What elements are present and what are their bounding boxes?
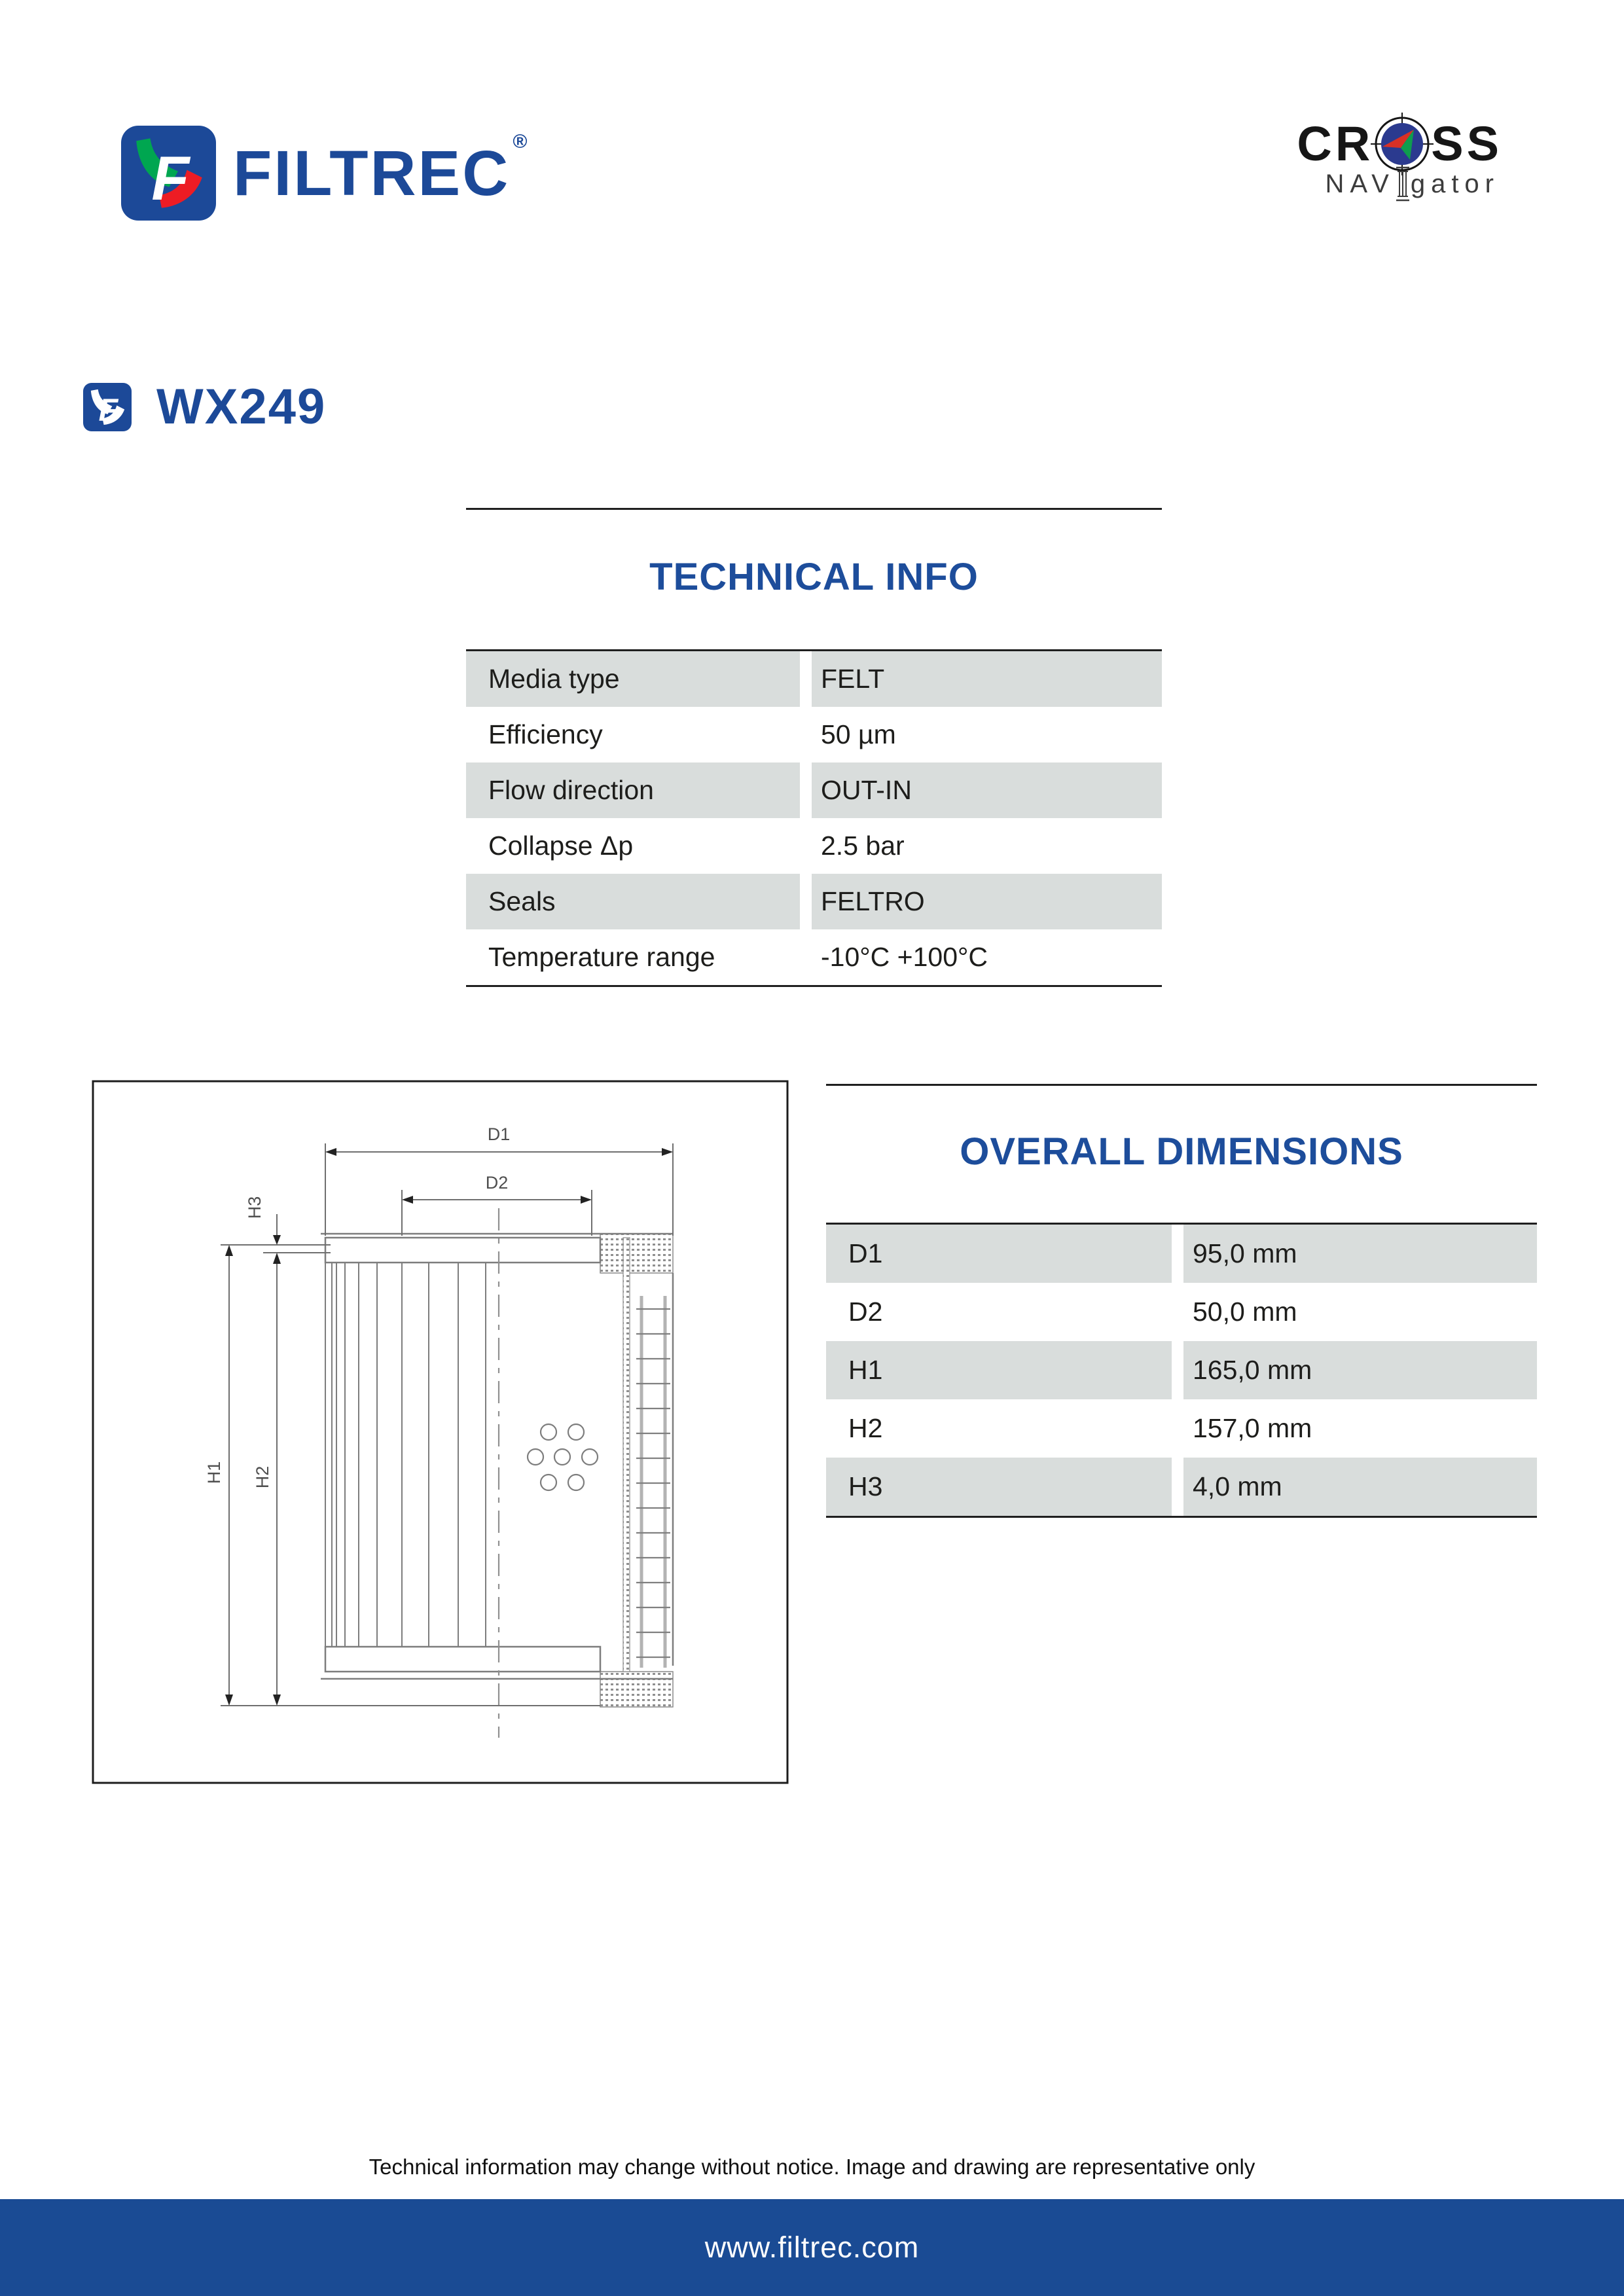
table-row [466, 874, 1162, 929]
row-label: Flow direction [466, 762, 800, 818]
dimension-labels [204, 1124, 510, 1488]
footer-bar [0, 2199, 1624, 2296]
logo-letter: F [151, 144, 190, 214]
table-row [826, 1399, 1537, 1458]
row-value: 2.5 bar [821, 831, 905, 861]
table-row [826, 1225, 1537, 1283]
overall-dimensions-table [826, 1223, 1537, 1518]
table-row [466, 818, 1162, 874]
row-value: FELTRO [812, 874, 1162, 929]
row-value: OUT-IN [812, 762, 1162, 818]
column-gap [1172, 1399, 1183, 1458]
column-gap [800, 651, 812, 707]
filtrec-wordmark: FILTREC [233, 137, 511, 209]
dim-label-d1: D1 [487, 1124, 511, 1144]
row-value: 50 µm [821, 719, 896, 749]
row-value: 50,0 mm [1193, 1297, 1297, 1327]
dimension-arrowheads [225, 1148, 673, 1706]
page-title: WX249 [156, 379, 327, 435]
technical-info-title: TECHNICAL INFO [649, 556, 979, 598]
website-url: www.filtrec.com [704, 2231, 920, 2264]
overall-dimensions-title: OVERALL DIMENSIONS [960, 1130, 1403, 1173]
registered-mark: ® [513, 131, 528, 152]
column-gap [800, 707, 812, 762]
column-gap [1172, 1283, 1183, 1341]
drawing-border [93, 1081, 787, 1783]
filtrec-logo [121, 126, 527, 221]
table-row [466, 707, 1162, 762]
cross-navigator-logo [1240, 111, 1502, 203]
column-gap [800, 818, 812, 874]
part-icon-letter: F [98, 392, 118, 428]
row-value: 4,0 mm [1183, 1458, 1537, 1516]
table-row [826, 1283, 1537, 1341]
row-label: H3 [826, 1458, 1172, 1516]
technical-drawing [92, 1080, 789, 1784]
column-gap [800, 762, 812, 818]
filtrec-logo-icon [121, 126, 216, 221]
hole-pattern [528, 1424, 598, 1490]
technical-info-table [466, 649, 1162, 987]
row-label: D2 [848, 1297, 883, 1327]
filter-body [321, 1208, 673, 1738]
divider [826, 1084, 1537, 1086]
row-label: Seals [466, 874, 800, 929]
column-gap [800, 929, 812, 985]
spring-coil [636, 1296, 670, 1668]
table-row [466, 651, 1162, 707]
column-i-icon [1395, 165, 1411, 203]
column-gap [1172, 1341, 1183, 1399]
table-row [826, 1458, 1537, 1516]
dim-label-h3: H3 [245, 1196, 264, 1219]
row-value: 95,0 mm [1183, 1225, 1537, 1283]
row-label: Collapse Δp [488, 831, 634, 861]
row-value: FELT [812, 651, 1162, 707]
row-value: 165,0 mm [1183, 1341, 1537, 1399]
table-row [466, 929, 1162, 985]
row-label: Media type [466, 651, 800, 707]
column-gap [800, 874, 812, 929]
row-label: Efficiency [488, 719, 603, 749]
divider [466, 508, 1162, 510]
row-label: H1 [826, 1341, 1172, 1399]
perforated-core [623, 1238, 630, 1672]
dimension-lines [221, 1143, 673, 1706]
table-row [826, 1341, 1537, 1399]
part-icon [83, 383, 132, 431]
row-label: H2 [848, 1413, 883, 1443]
row-value: 157,0 mm [1193, 1413, 1312, 1443]
column-gap [1172, 1458, 1183, 1516]
row-label: D1 [826, 1225, 1172, 1283]
nav-text-left: NAV [1325, 169, 1395, 198]
cross-text-left: CR [1297, 117, 1374, 171]
navigator-wordmark [1240, 165, 1502, 203]
column-gap [1172, 1225, 1183, 1283]
cross-text-right: SS [1431, 117, 1502, 171]
nav-text-right: gator [1410, 169, 1500, 198]
part-header [83, 378, 326, 435]
dim-label-d2: D2 [485, 1173, 509, 1193]
dim-label-h2: H2 [253, 1465, 272, 1489]
disclaimer-text: Technical information may change without notice. Image and drawing are representative only [369, 2155, 1255, 2179]
row-label: Temperature range [488, 942, 715, 972]
dim-label-h1: H1 [204, 1461, 224, 1484]
row-value: -10°C +100°C [821, 942, 988, 972]
table-row [466, 762, 1162, 818]
